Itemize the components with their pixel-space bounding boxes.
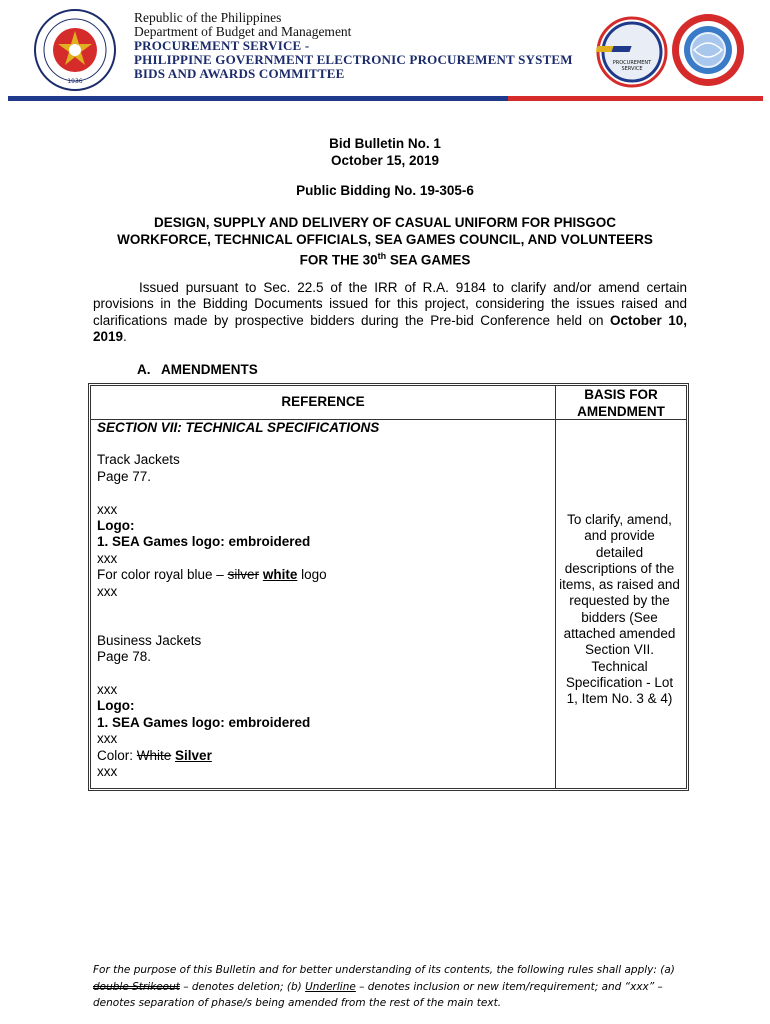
intro-paragraph: Issued pursuant to Sec. 22.5 of the IRR of R.A. 9184 to clarify and/or amend certain provisions in the Bidding Documents issued for this project, considering the issues raised and clarifications made by prospective bidders during the Pre-bid Conference held on October 10, 2019. — [93, 280, 688, 344]
ellipsis-marker: xxx — [97, 501, 118, 517]
letterhead-line-1: Republic of the Philippines — [134, 10, 282, 25]
letterhead-line-2: Department of Budget and Management — [134, 24, 352, 39]
dbm-seal-icon — [34, 9, 116, 91]
section-title: SECTION VII: TECHNICAL SPECIFICATIONS — [97, 420, 380, 435]
business-jackets-page: Page 78. — [97, 649, 152, 665]
logo-label: Logo: — [97, 518, 135, 534]
logo-item: 1. SEA Games logo: embroidered — [97, 714, 311, 730]
ps-logo-text-1: PROCUREMENT — [612, 60, 652, 66]
project-title — [0, 215, 770, 269]
footnote: For the purpose of this Bulletin and for better understanding of its contents, the following rules shall apply: (a) double Strikeout – denotes deletion; (b) Underline – denotes inclusion or new item/requirement; and “xxx” – denotes separation of phase/s being amended from the rest of the main text. — [93, 964, 675, 1009]
letterhead — [134, 11, 573, 81]
amendments-table — [88, 383, 689, 791]
inserted-text: Silver — [175, 747, 212, 763]
bulletin-number: Bid Bulletin No. 1 — [329, 136, 441, 151]
ellipsis-marker: xxx — [97, 682, 118, 698]
track-color-line: For color royal blue – silver white logo — [97, 567, 327, 583]
letterhead-line-4: PHILIPPINE GOVERNMENT ELECTRONIC PROCUREMENT SYSTEM — [134, 52, 573, 67]
ps-philgeps-logos-icon — [596, 12, 748, 92]
project-title-line-1: DESIGN, SUPPLY AND DELIVERY OF CASUAL UNIFORM FOR PHISGOC — [153, 215, 617, 230]
business-jackets-name: Business Jackets — [97, 632, 202, 648]
ellipsis-marker: xxx — [97, 764, 118, 780]
ellipsis-marker: xxx — [97, 731, 118, 747]
inserted-text: white — [262, 567, 298, 583]
header-reference: REFERENCE — [281, 394, 365, 409]
deleted-text: silver — [227, 567, 260, 583]
ps-logo-text-2: SERVICE — [621, 66, 643, 72]
bulletin-date: October 15, 2019 — [330, 153, 440, 168]
pre-bid-date: October 10, 2019 — [93, 312, 688, 344]
letterhead-line-5: BIDS AND AWARDS COMMITTEE — [134, 66, 345, 81]
footnote-strike-term: double Strikeout — [93, 980, 180, 993]
reference-cell — [97, 420, 547, 780]
project-title-line-3: FOR THE 30th SEA GAMES — [299, 251, 471, 268]
logo-item: 1. SEA Games logo: embroidered — [97, 534, 311, 550]
ellipsis-marker: xxx — [97, 583, 118, 599]
footnote-underline-term: Underline — [305, 980, 356, 993]
header-basis: BASIS FOR AMENDMENT — [577, 387, 665, 419]
ellipsis-marker: xxx — [97, 550, 118, 566]
header-divider — [8, 96, 763, 101]
section-a-heading: A. AMENDMENTS — [137, 362, 258, 377]
track-jackets-page: Page 77. — [97, 468, 152, 484]
project-title-line-2: WORKFORCE, TECHNICAL OFFICIALS, SEA GAMES COUNCIL, AND VOLUNTEERS — [117, 231, 653, 247]
public-bidding-number: Public Bidding No. 19-305-6 — [296, 183, 474, 198]
deleted-text: White — [136, 747, 172, 763]
logo-label: Logo: — [97, 698, 135, 714]
business-color-line: Color: White Silver — [97, 747, 212, 763]
basis-cell: To clarify, amend, and provide detailed descriptions of the items, as raised and requested by the bidders (See attached amended Section VII. Technical Specification - Lot 1, Item No. 3 & 4) — [559, 512, 680, 707]
letterhead-line-3: PROCUREMENT SERVICE - — [134, 38, 310, 53]
track-jackets-name: Track Jackets — [97, 452, 180, 468]
seal-year: 1936 — [67, 78, 83, 85]
